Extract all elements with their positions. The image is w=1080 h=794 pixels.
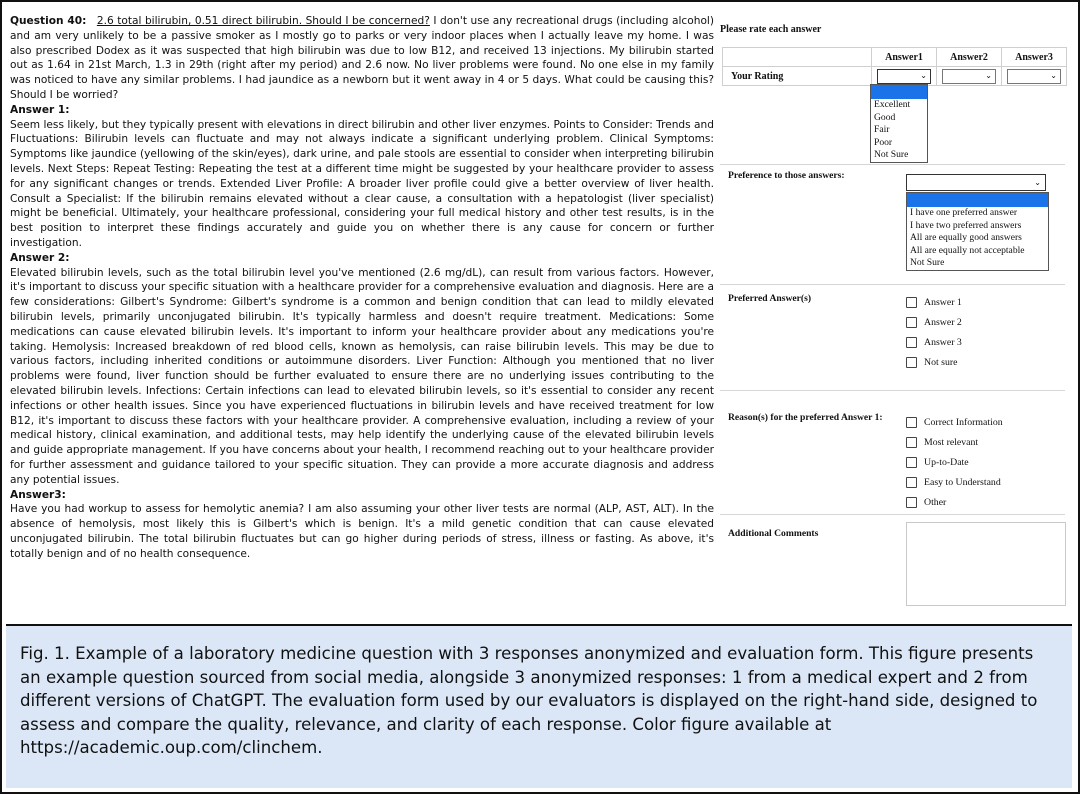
- rating-row-label: Your Rating: [723, 67, 872, 86]
- rating-table-corner: [723, 48, 872, 67]
- rating-cell-answer1: [872, 67, 937, 86]
- preference-dropdown-list: [906, 192, 1049, 271]
- checkbox-icon: [906, 417, 917, 428]
- reason-other-checkbox[interactable]: [906, 497, 946, 508]
- rating-option-poor[interactable]: Poor: [874, 136, 893, 148]
- reason-most-relevant-checkbox[interactable]: [906, 437, 978, 448]
- preferred-answer3-checkbox[interactable]: [906, 337, 962, 348]
- answer-2-heading: Answer 2:: [10, 251, 70, 264]
- checkbox-icon: [906, 497, 917, 508]
- question-body: I don't use any recreational drugs (including alcohol) and am very unlikely to be a passive smoker as I mostly go to parks or very indoor places when I actually leave my home. I was also prescribed Dodex as it was suspected that high bilirubin was due to low B12, and received 13 injections. My bilirubin started out as 1.64 in 21st March, 1.3 in 29th (right after my period) and 2.6 now. No liver problems were found. No one else in my family was noticed to have any similar problems. I had jaundice as a newborn but it went away in 4 or 5 days. What could be causing this? Should I be worried?: [10, 15, 714, 101]
- checkbox-icon: [906, 357, 917, 368]
- rating-table: [722, 47, 1067, 86]
- preferred-label: Preferred Answer(s): [728, 293, 812, 304]
- rating-dropdown-list: [870, 84, 928, 163]
- checkbox-icon: [906, 457, 917, 468]
- form-heading: Please rate each answer: [720, 24, 822, 35]
- preference-option-all-good[interactable]: All are equally good answers: [910, 232, 1022, 244]
- checkbox-icon: [906, 297, 917, 308]
- chevron-down-icon: ⌄: [985, 71, 992, 80]
- checkbox-label: Up-to-Date: [924, 457, 969, 468]
- checkbox-label: Correct Information: [924, 417, 1003, 428]
- divider: [720, 164, 1065, 165]
- rating-cell-answer2: [937, 67, 1002, 86]
- rating-option-fair[interactable]: Fair: [874, 124, 890, 136]
- question-paragraph: [10, 14, 714, 103]
- rating-select-answer1[interactable]: [877, 69, 931, 84]
- divider: [720, 390, 1065, 391]
- divider: [720, 514, 1065, 515]
- answer-2-text: Elevated bilirubin levels, such as the total bilirubin level you've mentioned (2.6 mg/dL), can result from various factors. However, it's important to discuss your specific situation with a healthcare provider for a comprehensive evaluation and diagnosis. Here are a few considerations: Gilbert's Syndrome: Gilbert's syndrome is a common and benign condition that can lead to mildly elevated bilirubin levels, primarily unconjugated bilirubin. It's typically harmless and doesn't require treatment. Medications: Some medications can cause elevated bilirubin levels. It's important to inform your healthcare provider about any medications you're taking. Hemolysis: Increased breakdown of red blood cells, known as hemolysis, can raise bilirubin levels. This may be due to various factors, including inherited conditions or autoimmune disorders. Liver Function: Although you mentioned that no liver problems were found, liver function should be further evaluated to ensure there are no underlying issues contributing to the elevated bilirubin levels. Infections: Certain infections can lead to elevated bilirubin levels, so it's essential to consider any recent infections or other health issues. Since you have experienced fluctuations in bilirubin levels and have received treatment for low B12, it's important to discuss these factors with your healthcare provider. A comprehensive evaluation, including a review of your medical history, clinical examination, and additional tests, may help identify the underlying cause of the elevated bilirubin levels and guide appropriate management. If you have concerns about your health, I recommend reaching out to your healthcare provider for further assessment and guidance tailored to your specific situation. They can provide a more accurate diagnosis and address any potential issues.: [10, 266, 714, 486]
- rating-select-answer2[interactable]: [942, 69, 996, 84]
- chevron-down-icon: ⌄: [1050, 71, 1057, 80]
- reason-easy-to-understand-checkbox[interactable]: [906, 477, 1001, 488]
- column-answer1: Answer1: [872, 48, 937, 67]
- preferred-answer2-checkbox[interactable]: [906, 317, 962, 328]
- preferred-not-sure-checkbox[interactable]: [906, 357, 957, 368]
- comments-textarea[interactable]: [906, 522, 1066, 606]
- preferred-answer1-checkbox[interactable]: [906, 297, 962, 308]
- preference-option-all-not-acceptable[interactable]: All are equally not acceptable: [910, 244, 1025, 256]
- preference-option-highlighted[interactable]: [907, 193, 1048, 207]
- rating-cell-answer3: [1002, 67, 1067, 86]
- preference-select[interactable]: [906, 174, 1046, 191]
- question-label: Question 40:: [10, 15, 87, 27]
- checkbox-label: Most relevant: [924, 437, 979, 448]
- checkbox-icon: [906, 317, 917, 328]
- preference-option-one[interactable]: I have one preferred answer: [910, 207, 1018, 218]
- preference-option-two[interactable]: I have two preferred answers: [910, 219, 1022, 231]
- answer-3-heading: Answer3:: [10, 488, 66, 501]
- column-answer3: Answer3: [1002, 48, 1067, 67]
- rating-option-highlighted[interactable]: [871, 85, 927, 99]
- reason-up-to-date-checkbox[interactable]: [906, 457, 969, 468]
- preference-label: Preference to those answers:: [728, 170, 845, 181]
- column-answer2: Answer2: [937, 48, 1002, 67]
- question-title: 2.6 total bilirubin, 0.51 direct bilirubin. Should I be concerned?: [96, 15, 430, 27]
- checkbox-label: Answer 2: [924, 317, 962, 328]
- checkbox-label: Answer 1: [924, 297, 962, 308]
- checkbox-label: Not sure: [924, 357, 958, 368]
- checkbox-label: Other: [924, 497, 947, 508]
- reasons-label: Reason(s) for the preferred Answer 1:: [728, 412, 883, 423]
- reason-correct-information-checkbox[interactable]: [906, 417, 1003, 428]
- figure-caption: Fig. 1. Example of a laboratory medicine question with 3 responses anonymized and evaluation form. This figure presents an example question sourced from social media, alongside 3 anonymized responses: 1 from a medical expert and 2 from different versions of ChatGPT. The evaluation form used by our evaluators is displayed on the right-hand side, designed to assess and compare the quality, relevance, and clarity of each response. Color figure available at https://academic.oup.com/clinchem.: [6, 624, 1072, 788]
- checkbox-icon: [906, 477, 917, 488]
- question-panel: [10, 14, 714, 561]
- rating-option-good[interactable]: Good: [874, 111, 896, 123]
- answer-1-heading: Answer 1:: [10, 103, 70, 116]
- rating-select-answer3[interactable]: [1007, 69, 1061, 84]
- rating-option-excellent[interactable]: Excellent: [874, 99, 911, 110]
- checkbox-icon: [906, 437, 917, 448]
- checkbox-label: Easy to Understand: [924, 477, 1001, 488]
- preference-option-not-sure[interactable]: Not Sure: [910, 257, 945, 269]
- chevron-down-icon: ⌄: [920, 71, 927, 80]
- answer-3-text: Have you had workup to assess for hemolytic anemia? I am also assuming your other liver tests are normal (ALP, AST, ALT). In the absence of hemolysis, most likely this is Gilbert's which is benign. It's a mild genetic condition that can cause elevated unconjugated bilirubin. The total bilirubin fluctuates but can go higher during periods of stress, illness or fasting. As above, it's totally benign and of no health consequence.: [10, 503, 714, 560]
- rating-option-not-sure[interactable]: Not Sure: [874, 149, 909, 161]
- comments-label: Additional Comments: [728, 528, 819, 539]
- chevron-down-icon: ⌄: [1034, 177, 1041, 187]
- divider: [720, 284, 1065, 285]
- checkbox-label: Answer 3: [924, 337, 962, 348]
- checkbox-icon: [906, 337, 917, 348]
- answer-1-text: Seem less likely, but they typically present with elevations in direct bilirubin and other liver enzymes. Points to Consider: Trends and Fluctuations: Bilirubin levels can fluctuate and may not always indicate a significant underlying problem. Clinical Symptoms: Symptoms like jaundice (yellowing of the skin/eyes), dark urine, and pale stools are essential to consider when interpreting bilirubin levels. Next Steps: Repeat Testing: Repeating the test at a different time might be suggested by your healthcare provider to assess for any significant changes or trends. Extended Liver Profile: A broader liver profile could give a better overview of liver health. Consult a Specialist: If the bilirubin remains elevated without a clear cause, a consultation with a hepatologist (liver specialist) might be beneficial. Ultimately, your healthcare professional, considering your full medical history and other test results, is in the best position to interpret these findings accurately and guide you on whether there is any cause for concern or further investigation.: [10, 118, 714, 249]
